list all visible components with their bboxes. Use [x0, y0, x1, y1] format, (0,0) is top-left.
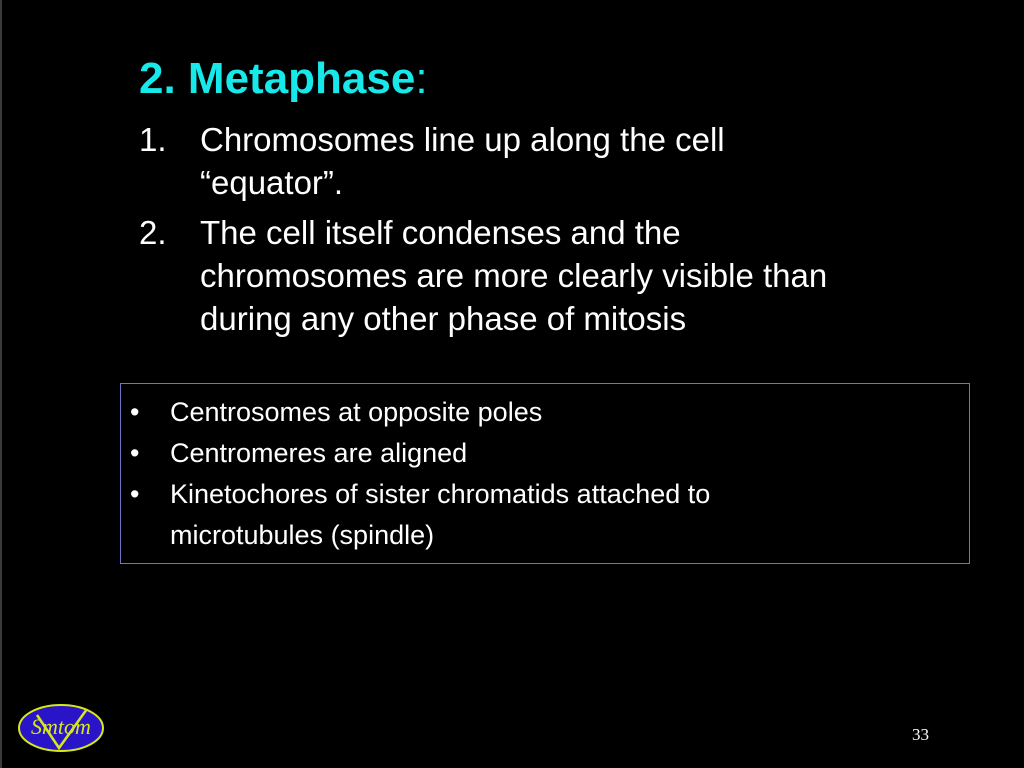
- list-item-line: chromosomes are more clearly visible than: [200, 257, 828, 294]
- summary-box: [120, 383, 970, 564]
- bullet-item: [121, 474, 969, 556]
- slide-edge-divider: [0, 0, 2, 768]
- numbered-list-item: [139, 118, 999, 204]
- bullet-dot: •: [130, 438, 140, 468]
- bullet-item: [121, 433, 969, 474]
- bullet-line: Centromeres are aligned: [170, 438, 468, 468]
- logo-text: Smtom: [31, 714, 91, 739]
- slide-title: [139, 52, 428, 106]
- numbered-list: [139, 118, 999, 347]
- bullet-dot: •: [130, 397, 140, 427]
- slide-title-colon: :: [415, 54, 428, 103]
- numbered-list-item: [139, 211, 999, 340]
- list-item-line: during any other phase of mitosis: [200, 300, 687, 337]
- bullet-item: [121, 392, 969, 433]
- page-number: 33: [912, 725, 929, 744]
- slide-title-text: 2. Metaphase: [139, 54, 416, 103]
- list-number: 2.: [139, 214, 167, 251]
- list-number: 1.: [139, 121, 167, 158]
- list-item-line: The cell itself condenses and the: [200, 214, 681, 251]
- bullet-line: Kinetochores of sister chromatids attached to: [170, 479, 711, 509]
- bullet-line: Centrosomes at opposite poles: [170, 397, 543, 427]
- list-item-line: “equator”.: [200, 164, 344, 201]
- bullet-line: microtubules (spindle): [170, 520, 435, 550]
- smithsonian-style-logo-icon: [17, 703, 105, 753]
- list-item-line: Chromosomes line up along the cell: [200, 121, 725, 158]
- bullet-dot: •: [130, 479, 140, 509]
